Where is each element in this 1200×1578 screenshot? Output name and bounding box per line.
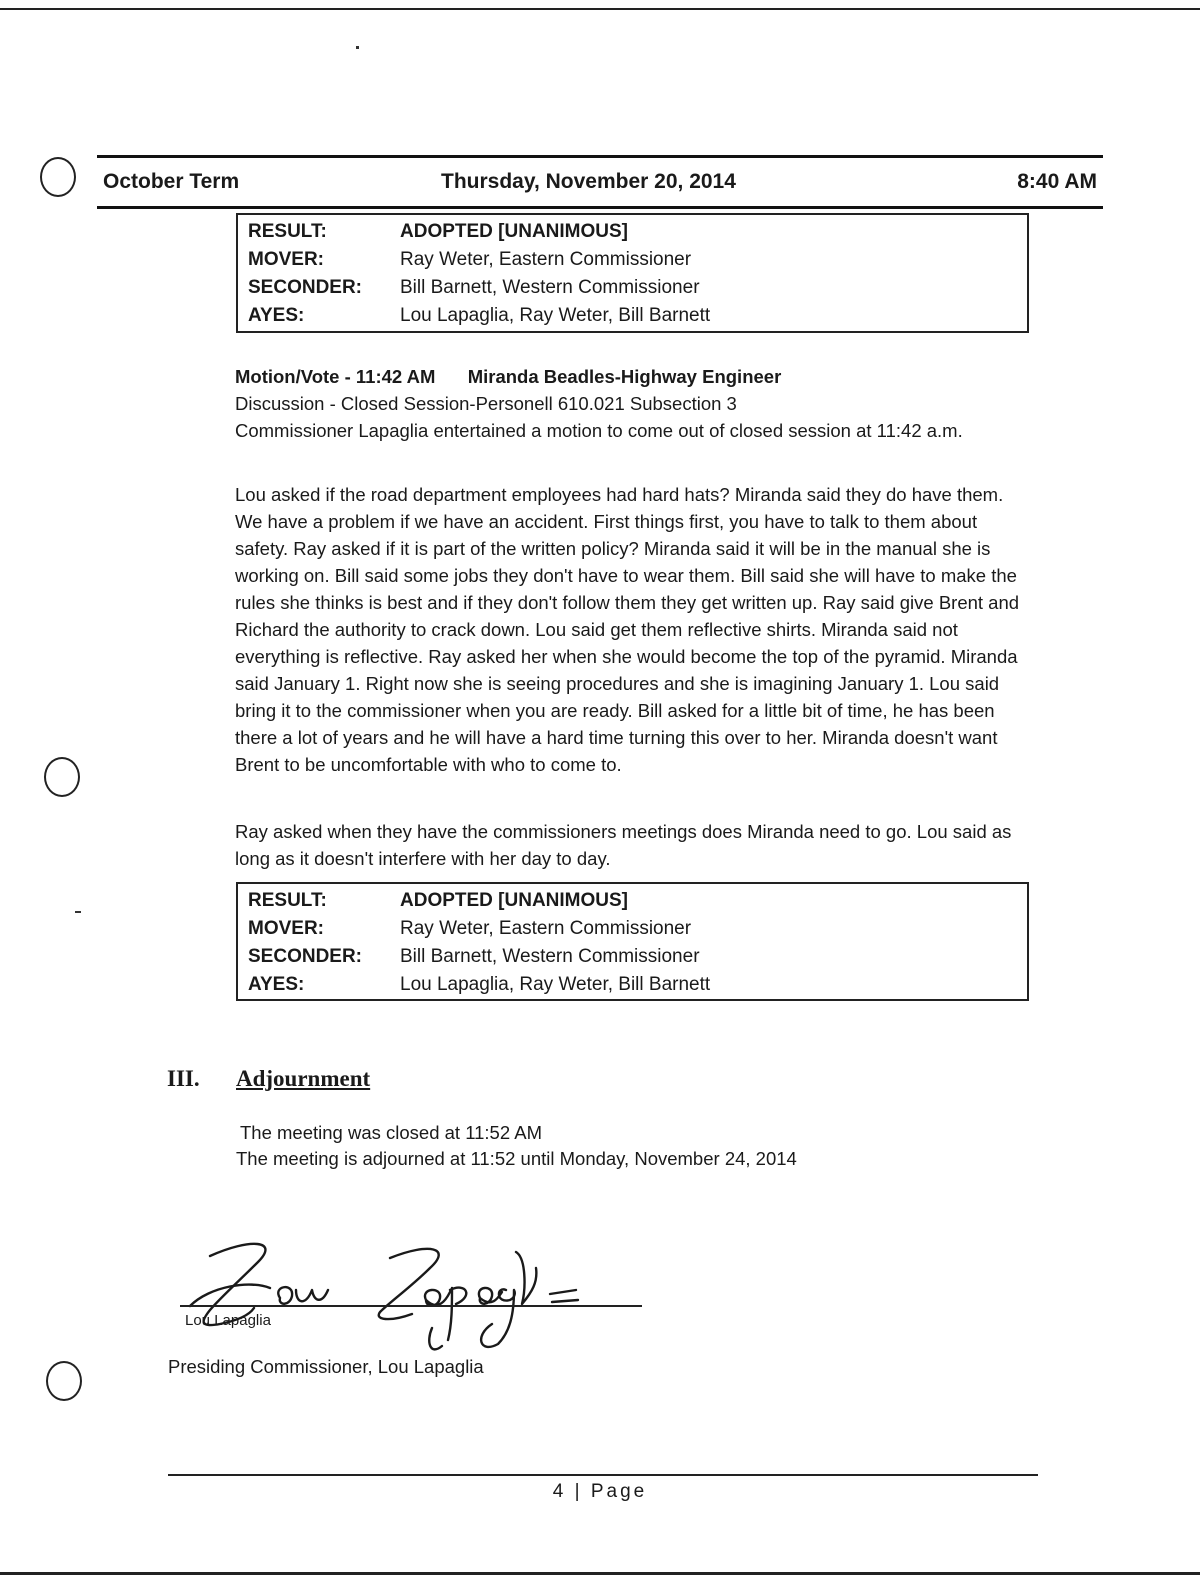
ayes-value: Lou Lapaglia, Ray Weter, Bill Barnett bbox=[400, 305, 711, 326]
page-number: 4 | Page bbox=[552, 1481, 648, 1502]
ayes-label: AYES: bbox=[248, 305, 305, 326]
header-date: Thursday, November 20, 2014 bbox=[441, 170, 736, 193]
adjournment-text bbox=[236, 1120, 797, 1172]
punch-hole-bottom bbox=[46, 1361, 82, 1401]
mover-label: MOVER: bbox=[248, 249, 324, 270]
seconder-label: SECONDER: bbox=[248, 946, 363, 967]
seconder-value: Bill Barnett, Western Commissioner bbox=[400, 946, 700, 967]
motion-presenter: Miranda Beadles-Highway Engineer bbox=[467, 366, 782, 387]
motion-label: Motion/Vote - 11:42 AM bbox=[235, 366, 436, 387]
motion-statement: Commissioner Lapaglia entertained a motion to come out of closed session at 11:42 a.m. bbox=[235, 420, 963, 441]
signature-line bbox=[180, 1305, 642, 1307]
mover-value: Ray Weter, Eastern Commissioner bbox=[400, 249, 692, 270]
motion-heading bbox=[235, 363, 1035, 390]
result-value: ADOPTED [UNANIMOUS] bbox=[400, 890, 628, 911]
mover-label: MOVER: bbox=[248, 918, 324, 939]
page-header bbox=[97, 155, 1103, 209]
scan-speck bbox=[75, 911, 81, 913]
seconder-label: SECONDER: bbox=[248, 277, 363, 298]
ayes-value: Lou Lapaglia, Ray Weter, Bill Barnett bbox=[400, 974, 711, 995]
section-title: Adjournment bbox=[236, 1066, 371, 1091]
punch-hole-middle bbox=[44, 757, 80, 797]
discussion-paragraph-2: Ray asked when they have the commissioners meetings does Miranda need to go. Lou said as long as it doesn't interfere with her day to day. bbox=[235, 821, 1012, 869]
scan-top-edge bbox=[0, 8, 1200, 10]
header-term: October Term bbox=[103, 170, 240, 193]
motion-discussion: Discussion - Closed Session-Personell 610.021 Subsection 3 bbox=[235, 393, 737, 414]
motion-block bbox=[235, 363, 1035, 444]
section-number: III. bbox=[167, 1066, 200, 1091]
result-value: ADOPTED [UNANIMOUS] bbox=[400, 221, 628, 242]
seconder-value: Bill Barnett, Western Commissioner bbox=[400, 277, 700, 298]
adjournment-line-1: The meeting was closed at 11:52 AM bbox=[240, 1122, 542, 1143]
vote-result-box-1 bbox=[236, 213, 1029, 333]
scan-bottom-edge bbox=[0, 1572, 1200, 1575]
signature-printed-name: Lou Lapaglia bbox=[185, 1312, 271, 1329]
result-label: RESULT: bbox=[248, 221, 327, 242]
vote-result-box-2 bbox=[236, 882, 1029, 1001]
punch-hole-top bbox=[40, 157, 76, 197]
discussion-paragraph-1: Lou asked if the road department employees had hard hats? Miranda said they do have them. We have a problem if we have an accident. First things first, you have to talk to them about safety. Ray asked if it is part of the written policy? Miranda said it will be in the manual she is working on. Bill said some jobs they don't have to wear them. Bill said she will have to make the rules she thinks is best and if they don't follow them they get written up. Ray said give Brent and Richard the authority to crack down. Lou said get them reflective shirts. Miranda said not everything is reflective. Ray asked her when she would become the top of the pyramid. Miranda said January 1. Right now she is seeing procedures and she is imagining January 1. Lou said bring it to the commissioner when you are ready. Bill asked for a little bit of time, he has been there a lot of years and he will have a hard time turning this over to her. Miranda doesn't want Brent to be uncomfortable with who to come to. bbox=[235, 484, 1020, 775]
signature-title: Presiding Commissioner, Lou Lapaglia bbox=[168, 1356, 484, 1377]
handwritten-signature bbox=[180, 1228, 620, 1358]
header-time: 8:40 AM bbox=[1017, 170, 1097, 193]
result-label: RESULT: bbox=[248, 890, 327, 911]
ayes-label: AYES: bbox=[248, 974, 305, 995]
adjournment-line-2: The meeting is adjourned at 11:52 until Monday, November 24, 2014 bbox=[236, 1148, 797, 1169]
footer-rule bbox=[168, 1474, 1038, 1476]
scan-speck bbox=[356, 46, 359, 49]
mover-value: Ray Weter, Eastern Commissioner bbox=[400, 918, 692, 939]
